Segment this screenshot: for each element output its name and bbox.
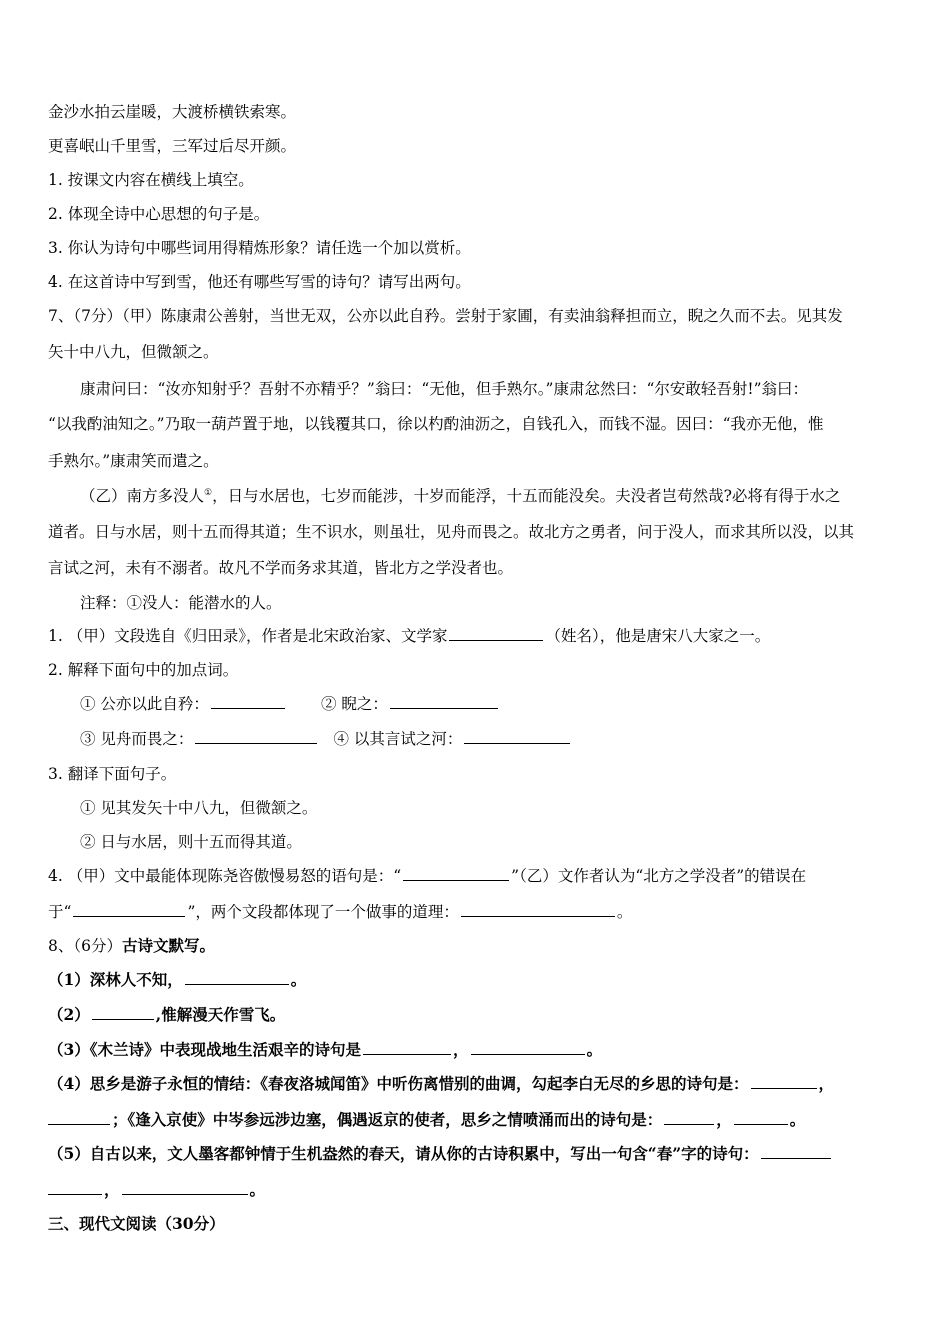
q8-i2-text-a: （2） [48, 1005, 90, 1024]
answer-blank[interactable] [464, 728, 570, 744]
answer-blank[interactable] [461, 901, 615, 917]
q6-sub-4: 4. 在这首诗中写到雪，他还有哪些写雪的诗句？请写出两句。 [48, 273, 471, 291]
answer-blank[interactable] [211, 693, 285, 709]
q7-s1-text-b: （姓名），他是唐宋八大家之一。 [545, 627, 771, 645]
q7-sub-4-line-2 [48, 901, 908, 923]
answer-blank[interactable] [390, 693, 498, 709]
answer-blank[interactable] [48, 1179, 102, 1195]
q8-i2-text-b: ,惟解漫天作雪飞。 [155, 1005, 286, 1024]
answer-blank[interactable] [48, 1109, 110, 1125]
q7-sub-3-item-2: ② 日与水居，则十五而得其道。 [80, 833, 302, 851]
q8-item-2 [48, 1004, 908, 1026]
q8-i5-text-b: ， [104, 1180, 120, 1199]
q7-sub-1 [48, 625, 908, 647]
q7-s4-text-b: ”（乙）文作者认为“北方之学没者”的错误在 [511, 867, 807, 885]
q8-i4-text-d: ， [716, 1110, 732, 1129]
q8-item-4-line-2 [48, 1109, 908, 1131]
poem-line-3: 金沙水拍云崖暖，大渡桥横铁索寒。 [48, 103, 297, 121]
q7-s2-item-4: ④ 以其言试之河： [333, 730, 463, 748]
poem-line-4: 更喜岷山千里雪，三军过后尽开颜。 [48, 137, 297, 155]
answer-blank[interactable] [664, 1109, 714, 1125]
q8-i5-text-a: （5）自古以来，文人墨客都钟情于生机盎然的春天，请从你的古诗积累中，写出一句含“春”字的诗句： [48, 1144, 759, 1163]
answer-blank[interactable] [122, 1179, 248, 1195]
q8-item-5-line-1 [48, 1143, 908, 1165]
q7-jia-para-line-3: 手熟尔。”康肃笑而遣之。 [48, 452, 219, 470]
q8-head [48, 935, 908, 957]
q8-i5-text-c: 。 [249, 1180, 266, 1199]
q7-s1-text-a: 1. （甲）文段选自《归田录》，作者是北宋政治家、文学家 [48, 627, 448, 645]
answer-blank[interactable] [751, 1073, 817, 1089]
answer-blank[interactable] [73, 901, 185, 917]
q8-item-3 [48, 1039, 908, 1061]
q8-i4-text-a: （4）思乡是游子永恒的情结：《春夜洛城闻笛》中听伤离惜别的曲调，勾起李白无尽的乡思的诗句是： [48, 1074, 749, 1093]
q6-sub-1: 1. 按课文内容在横线上填空。 [48, 171, 254, 189]
footnote-marker: ① [204, 487, 213, 498]
q8-i4-text-e: 。 [789, 1110, 806, 1129]
q7-s2-item-1: ① 公亦以此自矜： [80, 695, 209, 713]
q6-sub-2: 2. 体现全诗中心思想的句子是。 [48, 205, 270, 223]
section-3-heading: 三、现代文阅读（30分） [48, 1214, 225, 1233]
q7-s4-text-d: ”，两个文段都体现了一个做事的道理： [187, 903, 459, 921]
q8-i3-text-c: 。 [586, 1040, 603, 1059]
answer-blank[interactable] [363, 1039, 451, 1055]
q8-i1-text-a: （1）深林人不知， [48, 970, 183, 989]
q7-yi-text-a: （乙）南方多没人 [80, 487, 205, 505]
q8-item-1 [48, 969, 908, 991]
q8-i4-text-c: ；《逢入京使》中岑参远涉边塞，偶遇返京的使者，思乡之情喷涌而出的诗句是： [112, 1110, 663, 1129]
q8-item-4-line-1 [48, 1073, 908, 1095]
answer-blank[interactable] [92, 1004, 154, 1020]
q8-i3-text-b: ， [453, 1040, 469, 1059]
q8-head-score: 8、（6分） [48, 937, 122, 955]
q7-s4-text-e: 。 [616, 903, 633, 921]
q7-s2-item-2: ② 睨之： [320, 695, 388, 713]
answer-blank[interactable] [195, 728, 317, 744]
q7-head-line-2: 矢十中八九，但微颔之。 [48, 343, 219, 361]
q7-note: 注释：①没人：能潜水的人。 [80, 594, 282, 612]
q7-sub-3-item-1: ① 见其发矢十中八九，但微颔之。 [80, 799, 318, 817]
q6-sub-3: 3. 你认为诗句中哪些词用得精炼形象？请任选一个加以赏析。 [48, 239, 471, 257]
q7-s2-item-3: ③ 见舟而畏之： [80, 730, 194, 748]
q7-jia-para-line-2: “以我酌油知之。”乃取一葫芦置于地，以钱覆其口，徐以杓酌油沥之，自钱孔入，而钱不湿。因曰：“我亦无他，惟 [48, 415, 824, 433]
q7-sub-2: 2. 解释下面句中的加点词。 [48, 661, 239, 679]
answer-blank[interactable] [449, 625, 543, 641]
answer-blank[interactable] [761, 1143, 831, 1159]
q8-i1-text-b: 。 [290, 970, 307, 989]
q7-sub-4-line-1 [48, 865, 908, 887]
q7-s4-text-c: 于“ [48, 903, 72, 921]
q7-sub-2-row-1 [80, 693, 940, 715]
q7-jia-para-line-1: 康肃问曰：“汝亦知射乎？吾射不亦精乎？”翁曰：“无他，但手熟尔。”康肃忿然曰：“尔安敢轻吾射!”翁曰： [80, 380, 809, 398]
q8-i3-text-a: （3）《木兰诗》中表现战地生活艰辛的诗句是 [48, 1040, 362, 1059]
q7-head-line-1: 7、（7分）（甲）陈康肃公善射，当世无双，公亦以此自矜。尝射于家圃，有卖油翁释担而立，睨之久而不去。见其发 [48, 307, 843, 325]
answer-blank[interactable] [471, 1039, 585, 1055]
q7-yi-para-line-3: 言试之河，未有不溺者。故凡不学而务求其道，皆北方之学没者也。 [48, 559, 514, 577]
q7-sub-2-row-2 [80, 728, 940, 750]
q7-yi-para-line-1 [80, 485, 940, 507]
q8-head-title: 古诗文默写。 [121, 936, 215, 955]
q8-item-5-line-2 [48, 1179, 908, 1201]
q7-yi-text-b: ，日与水居也，七岁而能涉，十岁而能浮，十五而能没矣。夫没者岂苟然哉?必将有得于水之 [212, 487, 841, 505]
answer-blank[interactable] [734, 1109, 788, 1125]
q7-yi-para-line-2: 道者。日与水居，则十五而得其道；生不识水，则虽壮，见舟而畏之。故北方之勇者，问于没人，而求其所以没，以其 [48, 523, 855, 541]
q7-sub-3: 3. 翻译下面句子。 [48, 765, 177, 783]
answer-blank[interactable] [403, 865, 509, 881]
answer-blank[interactable] [185, 969, 289, 985]
q7-s4-text-a: 4. （甲）文中最能体现陈尧咨傲慢易怒的语句是：“ [48, 867, 402, 885]
q8-i4-text-b: ， [818, 1074, 835, 1093]
